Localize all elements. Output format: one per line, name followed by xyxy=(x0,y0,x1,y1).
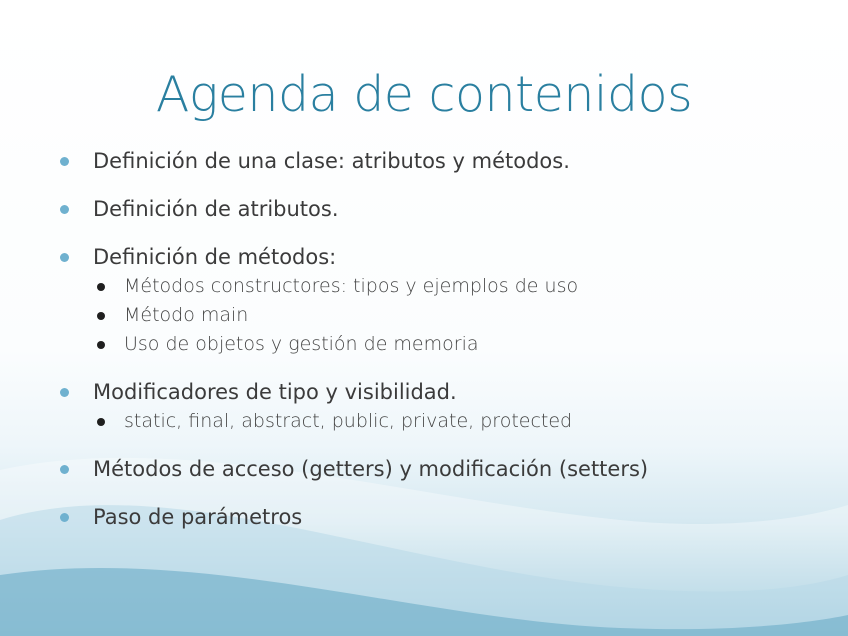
bullet-label: Definición de una clase: atributos y métodos. xyxy=(93,149,570,173)
bullet-dot-icon xyxy=(60,157,69,166)
bullet-label: Definición de atributos. xyxy=(93,197,339,221)
bullet-item xyxy=(60,146,820,176)
bullet-item xyxy=(60,377,820,436)
sub-bullet-item xyxy=(93,330,820,359)
bullet-label: Métodos de acceso (getters) y modificación (setters) xyxy=(93,457,649,481)
bullet-label: Modificadores de tipo y visibilidad. xyxy=(93,380,457,404)
bullet-dot-icon xyxy=(60,205,69,214)
sub-bullet-dot-icon xyxy=(97,283,105,291)
slide-title: Agenda de contenidos xyxy=(155,66,693,123)
sub-bullet-label: static, final, abstract, public, private, protected xyxy=(124,410,573,432)
bullet-item xyxy=(60,454,820,484)
sub-bullet-list xyxy=(93,407,820,436)
bullet-dot-icon xyxy=(60,513,69,522)
sub-bullet-dot-icon xyxy=(97,312,105,320)
bullet-list xyxy=(60,146,820,550)
bullet-item xyxy=(60,242,820,359)
bullet-item xyxy=(60,502,820,532)
bullet-dot-icon xyxy=(60,465,69,474)
sub-bullet-item xyxy=(93,407,820,436)
sub-bullet-list xyxy=(93,272,820,359)
bullet-item xyxy=(60,194,820,224)
bullet-dot-icon xyxy=(60,388,69,397)
sub-bullet-label: Métodos constructores: tipos y ejemplos de uso xyxy=(124,275,579,297)
sub-bullet-dot-icon xyxy=(97,341,105,349)
sub-bullet-label: Método main xyxy=(124,304,249,326)
sub-bullet-item xyxy=(93,272,820,301)
sub-bullet-item xyxy=(93,301,820,330)
bullet-label: Paso de parámetros xyxy=(93,505,303,529)
bullet-dot-icon xyxy=(60,253,69,262)
sub-bullet-dot-icon xyxy=(97,418,105,426)
sub-bullet-label: Uso de objetos y gestión de memoria xyxy=(124,333,479,355)
bullet-label: Definición de métodos: xyxy=(93,245,337,269)
